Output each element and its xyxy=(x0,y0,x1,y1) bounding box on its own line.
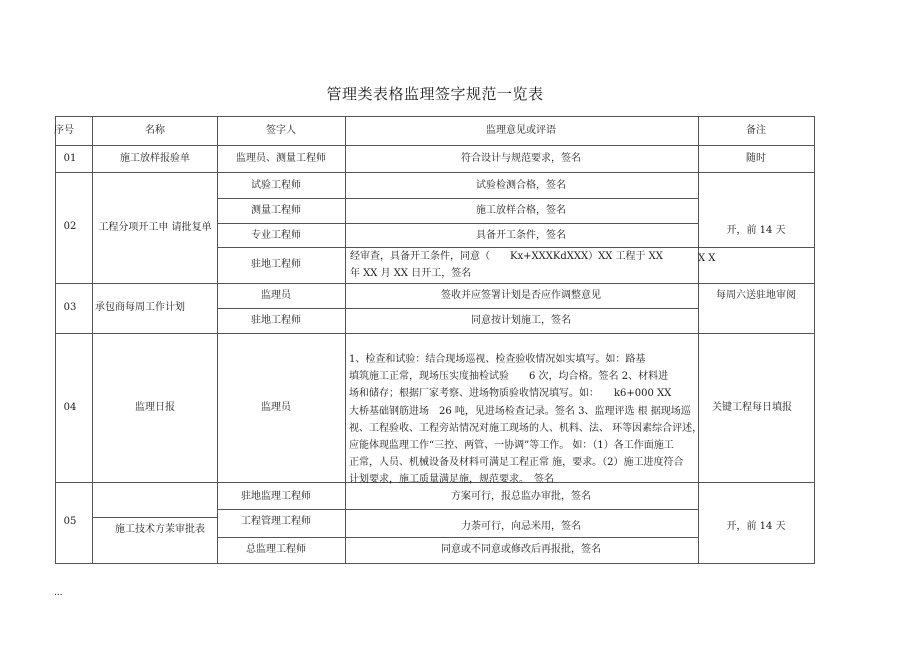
table-rule xyxy=(217,116,218,564)
row-remark: 关键工程每日填报 xyxy=(712,402,792,413)
table-rule xyxy=(92,517,217,518)
row-opinion: 力荼可行，向忌米用，签名 xyxy=(461,521,581,532)
row-signer: 测量工程师 xyxy=(251,205,301,216)
table-rule xyxy=(217,537,698,538)
row-no: 01 xyxy=(63,153,77,164)
table-rule xyxy=(55,563,815,564)
header-opinion: 监理意见或评语 xyxy=(486,125,556,136)
header-signer: 签字人 xyxy=(266,125,296,136)
row-remark: 随时 xyxy=(746,153,766,164)
row-no: 03 xyxy=(63,302,77,313)
header-no: 序号 xyxy=(54,125,74,136)
row-name: 施工放样报验单 xyxy=(120,153,190,164)
row-signer: 监理员 xyxy=(261,402,291,413)
table-rule xyxy=(814,116,815,564)
table-rule xyxy=(217,308,698,309)
table-rule xyxy=(345,116,346,564)
row-signer: 驻地监理工程师 xyxy=(241,491,311,502)
row-remark: 每周六送驻地审阅 xyxy=(716,290,796,301)
row-signer: 总监理工程师 xyxy=(246,544,306,555)
table-rule xyxy=(217,223,698,224)
header-remark: 备注 xyxy=(746,125,766,136)
footer-ellipsis: ... xyxy=(54,588,63,598)
opinion-line: 1、检查和试验：结合现场巡视、检查验收情况如实填写。如：路基 xyxy=(349,354,646,365)
row-opinion: 经审查，具备开工条件，同意（ Kx+XXXKdXXX）XX 工程于 XX xyxy=(350,251,663,262)
row-opinion: 试验检测合格，签名 xyxy=(476,180,566,191)
table-rule xyxy=(55,116,815,117)
row-opinion: 同意按计划施工，签名 xyxy=(471,315,571,326)
row-opinion: 符合设计与规范要求，签名 xyxy=(461,153,581,164)
row-opinion: 签收并应签署计划是否应作调整意见 xyxy=(441,290,601,301)
row-opinion: 年 XX 月 XX 日开工，签名 xyxy=(350,268,472,279)
row-remark: 开，前 14 天 xyxy=(726,521,786,532)
opinion-line: 计划要求，施工质量满足施，规范要求。 签名 xyxy=(349,474,554,486)
opinion-line: 大桥基础钢筋进场 26 吨，见进场检查记录。签名 3、监理评选 根 据现场巡 xyxy=(349,405,691,417)
opinion-line: 正常，人员、机械设备及材料可满足工程正常 施，要求。（2）施工进度符合 xyxy=(349,457,684,469)
table-rule xyxy=(55,145,815,146)
row-no: 05 xyxy=(63,516,77,527)
row-opinion: 施工放样合格，签名 xyxy=(476,205,566,216)
row-signer: 工程管理工程师 xyxy=(241,516,311,527)
row-remark: 开，前 14 天 xyxy=(726,225,786,236)
row-name: 施工技术方茉审批表 xyxy=(115,524,205,535)
table-rule xyxy=(92,116,93,564)
row-signer: 监理员 xyxy=(261,290,291,301)
table-rule xyxy=(55,116,56,564)
row-no: 04 xyxy=(63,402,77,413)
table-rule xyxy=(217,247,815,248)
table-rule xyxy=(55,172,815,173)
row-no: 02 xyxy=(63,221,77,232)
opinion-line: 填筑施工正常，现场压实度抽检试验 6 次，均合格。签名 2、材料进 xyxy=(349,371,669,383)
row-opinion: 具备开工条件，签名 xyxy=(476,230,566,241)
table-rule xyxy=(217,509,698,510)
table-rule xyxy=(55,333,815,334)
page-title: 管理类表格监理签字规范一览表 xyxy=(326,85,544,103)
header-name: 名称 xyxy=(145,125,165,136)
row-opinion: 方案可行，报总监办审批，签名 xyxy=(451,491,591,502)
row-signer: 驻地工程师 xyxy=(251,315,301,326)
opinion-line: 视、工程验收、工程旁站情况对施工现场的人、机料、法、 环等因素综合评述， xyxy=(349,422,703,434)
row-signer: 试验工程师 xyxy=(251,180,301,191)
table-rule xyxy=(698,116,699,564)
table-rule xyxy=(217,198,698,199)
row-signer: 监理员、测量工程师 xyxy=(236,153,326,164)
row-signer: 专业工程师 xyxy=(251,230,301,241)
row-signer: 驻地工程师 xyxy=(251,259,301,270)
table-rule xyxy=(55,283,815,284)
row-opinion: 同意或不同意或修改后再报批，签名 xyxy=(441,544,601,555)
opinion-line: 场和储存；根据厂家考察、进场物质验收情况填写。如： k6+000 XX xyxy=(349,388,672,400)
row-name: 承包商每周工作计划 xyxy=(95,302,185,313)
opinion-line: 应能体现监理工作“三控、两管、一协调”等工作。 如：（1）各工作面施工 xyxy=(349,439,674,451)
row-remark-extra: X X xyxy=(698,253,716,264)
daily-report-opinion xyxy=(349,351,703,489)
row-name: 工程分项开工申 请批复单 xyxy=(98,222,212,233)
row-name: 监理日报 xyxy=(135,402,175,413)
